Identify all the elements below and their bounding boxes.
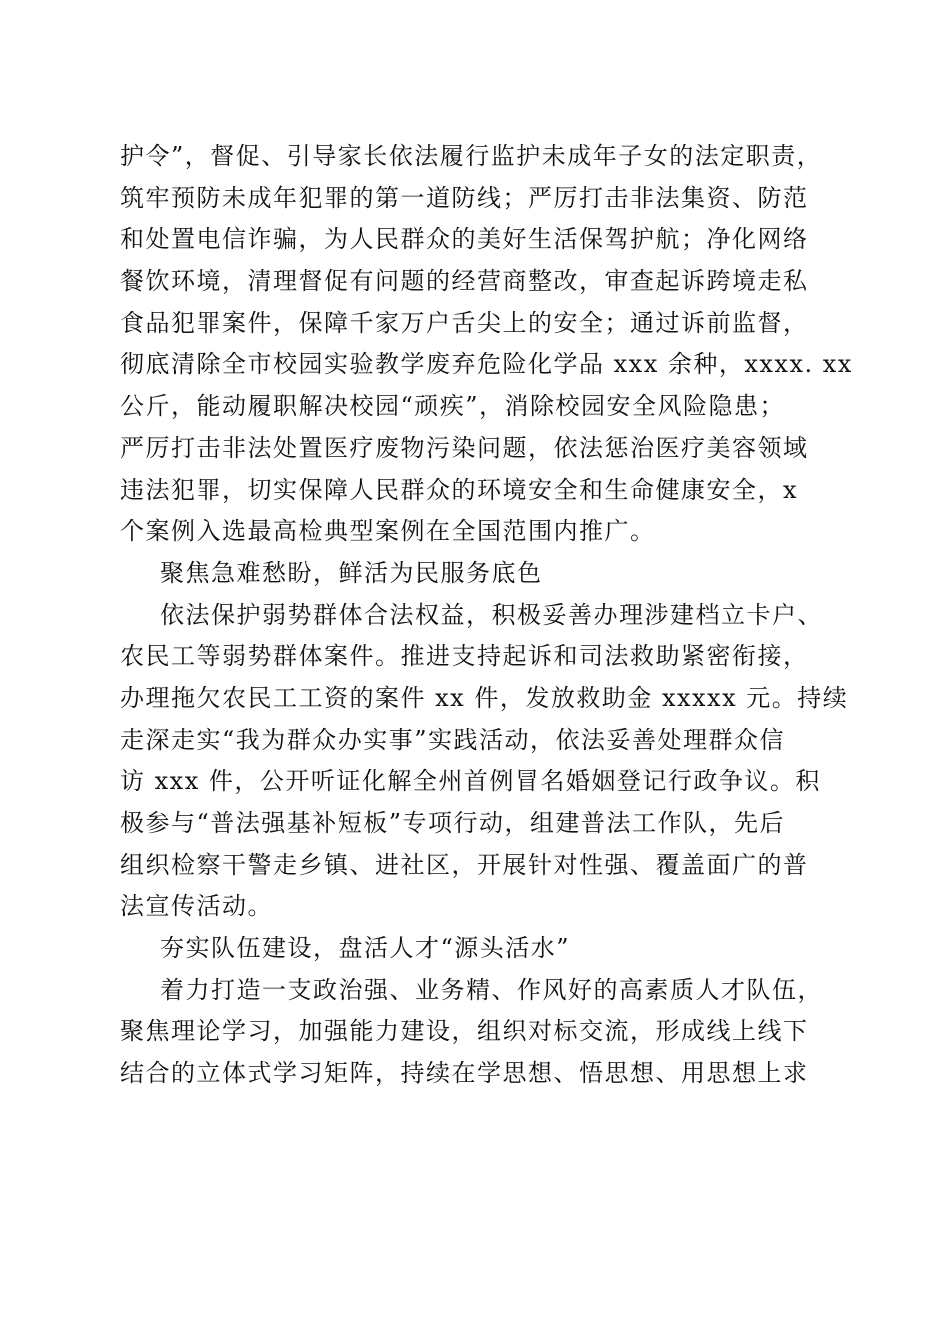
text-line: 法宣传活动。 xyxy=(120,892,273,921)
text-line: 办理拖欠农民工工资的案件 xx 件，发放救助金 xxxxx 元。持续 xyxy=(120,683,849,712)
text-line: 结合的立体式学习矩阵，持续在学思想、悟思想、用思想上求 xyxy=(120,1059,809,1088)
text-line: 违法犯罪，切实保障人民群众的环境安全和生命健康安全，x xyxy=(120,475,799,504)
text-line: 严厉打击非法处置医疗废物污染问题，依法惩治医疗美容领域 xyxy=(120,433,809,462)
paragraph-first-line: 着力打造一支政治强、业务精、作风好的高素质人才队伍， xyxy=(160,975,823,1004)
text-line: 农民工等弱势群体案件。推进支持起诉和司法救助紧密衔接， xyxy=(120,642,809,671)
section-heading: 聚焦急难愁盼，鲜活为民服务底色 xyxy=(160,558,543,587)
text-line: 彻底清除全市校园实验教学废弃危险化学品 xxx 余种，xxxx. xx xyxy=(120,350,853,379)
paragraph-first-line: 依法保护弱势群体合法权益，积极妥善办理涉建档立卡户、 xyxy=(160,600,823,629)
document-body xyxy=(120,136,853,1095)
text-line: 公斤，能动履职解决校园“顽疾”，消除校园安全风险隐患； xyxy=(120,392,786,421)
text-line: 和处置电信诈骗，为人民群众的美好生活保驾护航；净化网络 xyxy=(120,225,809,254)
text-line: 个案例入选最高检典型案例在全国范围内推广。 xyxy=(120,517,656,546)
text-line: 筑牢预防未成年犯罪的第一道防线；严厉打击非法集资、防范 xyxy=(120,183,809,212)
text-line: 食品犯罪案件，保障千家万户舌尖上的安全；通过诉前监督， xyxy=(120,308,809,337)
text-line: 极参与“普法强基补短板”专项行动，组建普法工作队，先后 xyxy=(120,809,786,837)
text-line: 护令”，督促、引导家长依法履行监护未成年子女的法定职责， xyxy=(120,142,823,170)
text-line: 组织检察干警走乡镇、进社区，开展针对性强、覆盖面广的普 xyxy=(120,850,809,879)
text-line: 聚焦理论学习，加强能力建设，组织对标交流，形成线上线下 xyxy=(120,1017,809,1046)
text-line: 走深走实“我为群众办实事”实践活动，依法妥善处理群众信 xyxy=(120,725,786,754)
section-heading: 夯实队伍建设，盘活人才“源头活水” xyxy=(160,934,571,963)
text-line: 餐饮环境，清理督促有问题的经营商整改，审查起诉跨境走私 xyxy=(120,267,809,296)
text-line: 访 xxx 件，公开听证化解全州首例冒名婚姻登记行政争议。积 xyxy=(120,767,821,796)
